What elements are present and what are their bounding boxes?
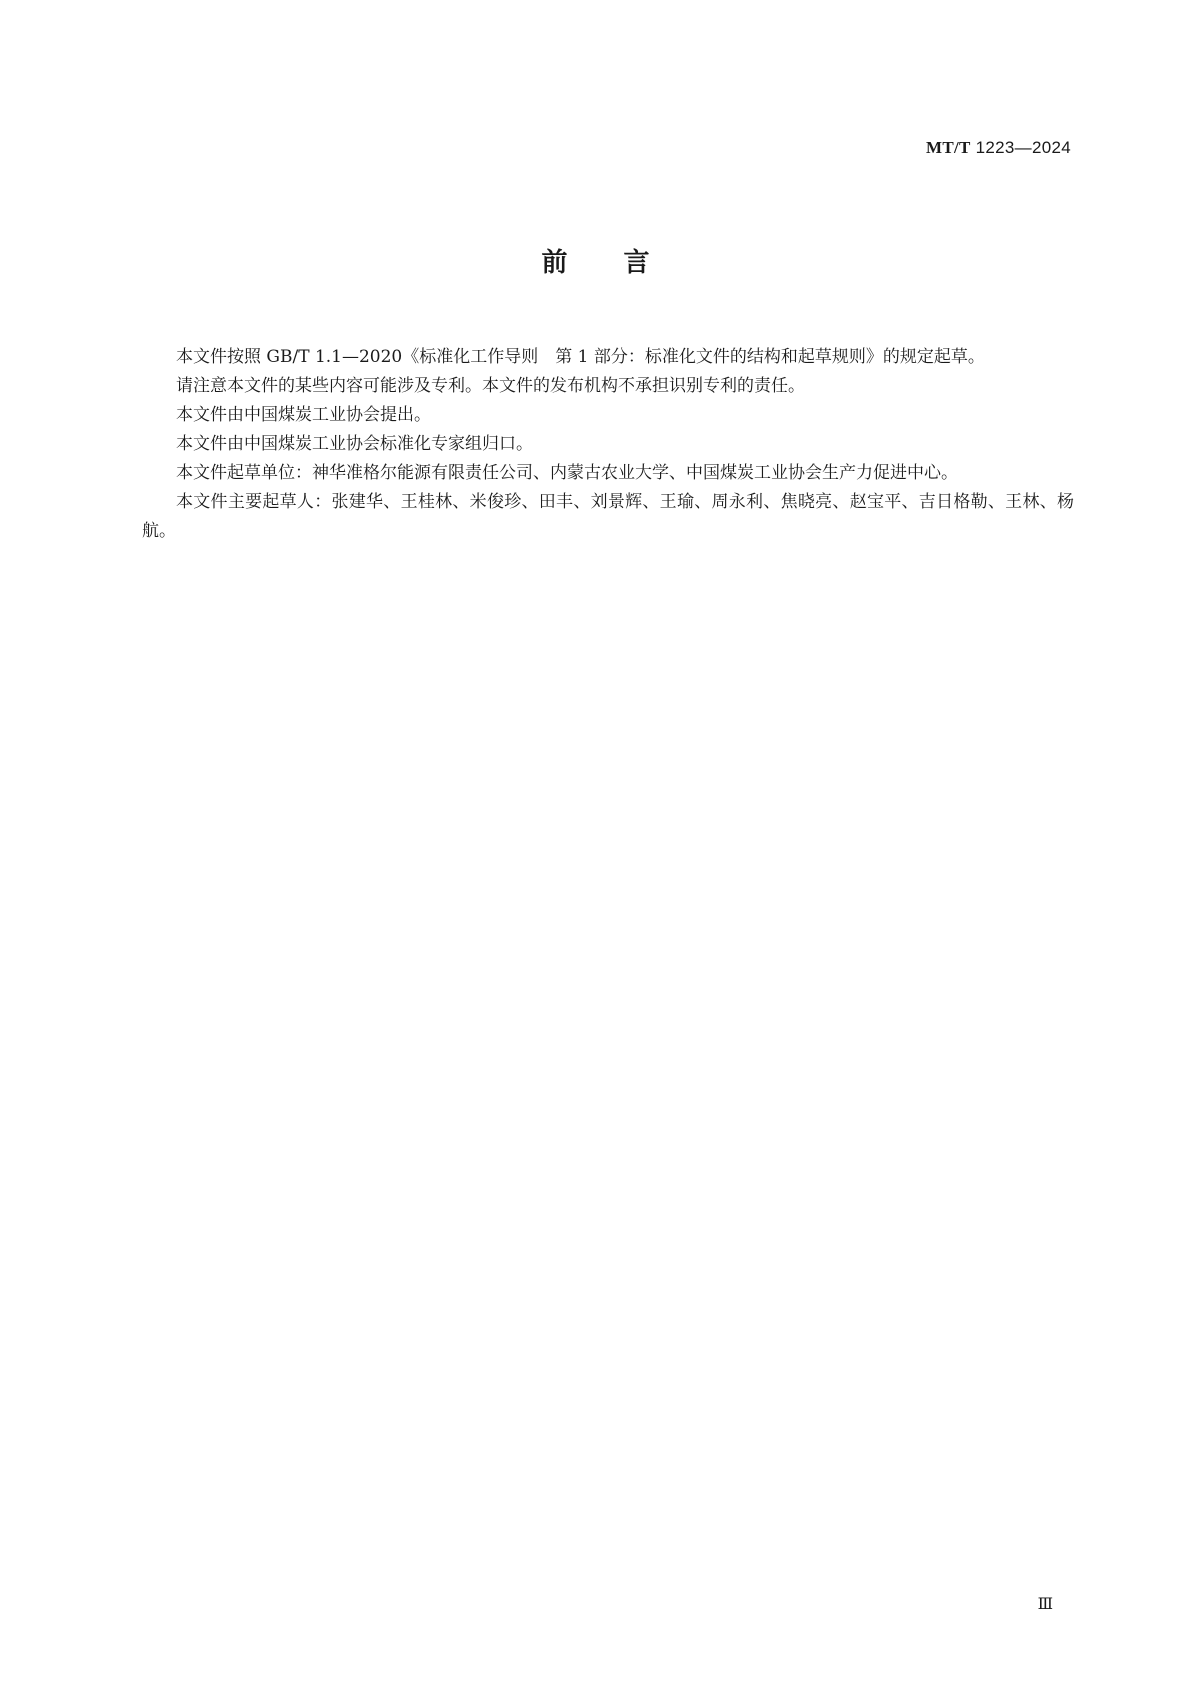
document-code-number: 1223—2024	[975, 138, 1071, 157]
page-number: Ⅲ	[1037, 1596, 1053, 1613]
document-code-prefix: MT/T	[925, 138, 971, 157]
document-code	[926, 138, 1071, 158]
paragraph-patent-notice: 请注意本文件的某些内容可能涉及专利。本文件的发布机构不承担识别专利的责任。	[176, 376, 805, 396]
paragraph-principal-drafters: 本文件主要起草人：张建华、王桂林、米俊珍、田丰、刘景辉、王瑜、周永利、焦晓亮、赵宝平、吉日格勒、王林、杨航。	[142, 492, 1074, 541]
paragraph-under-jurisdiction: 本文件由中国煤炭工业协会标准化专家组归口。	[176, 434, 533, 454]
page-title: 前言	[541, 248, 706, 278]
paragraph-proposed-by: 本文件由中国煤炭工业协会提出。	[176, 405, 431, 425]
paragraph-drafting-organizations: 本文件起草单位：神华准格尔能源有限责任公司、内蒙古农业大学、中国煤炭工业协会生产力促进中心。	[176, 463, 958, 483]
paragraph-drafting-rules: 本文件按照 GB/T 1.1—2020《标准化工作导则 第 1 部分：标准化文件的结构和起草规则》的规定起草。	[176, 347, 985, 367]
foreword-body	[142, 343, 1074, 546]
